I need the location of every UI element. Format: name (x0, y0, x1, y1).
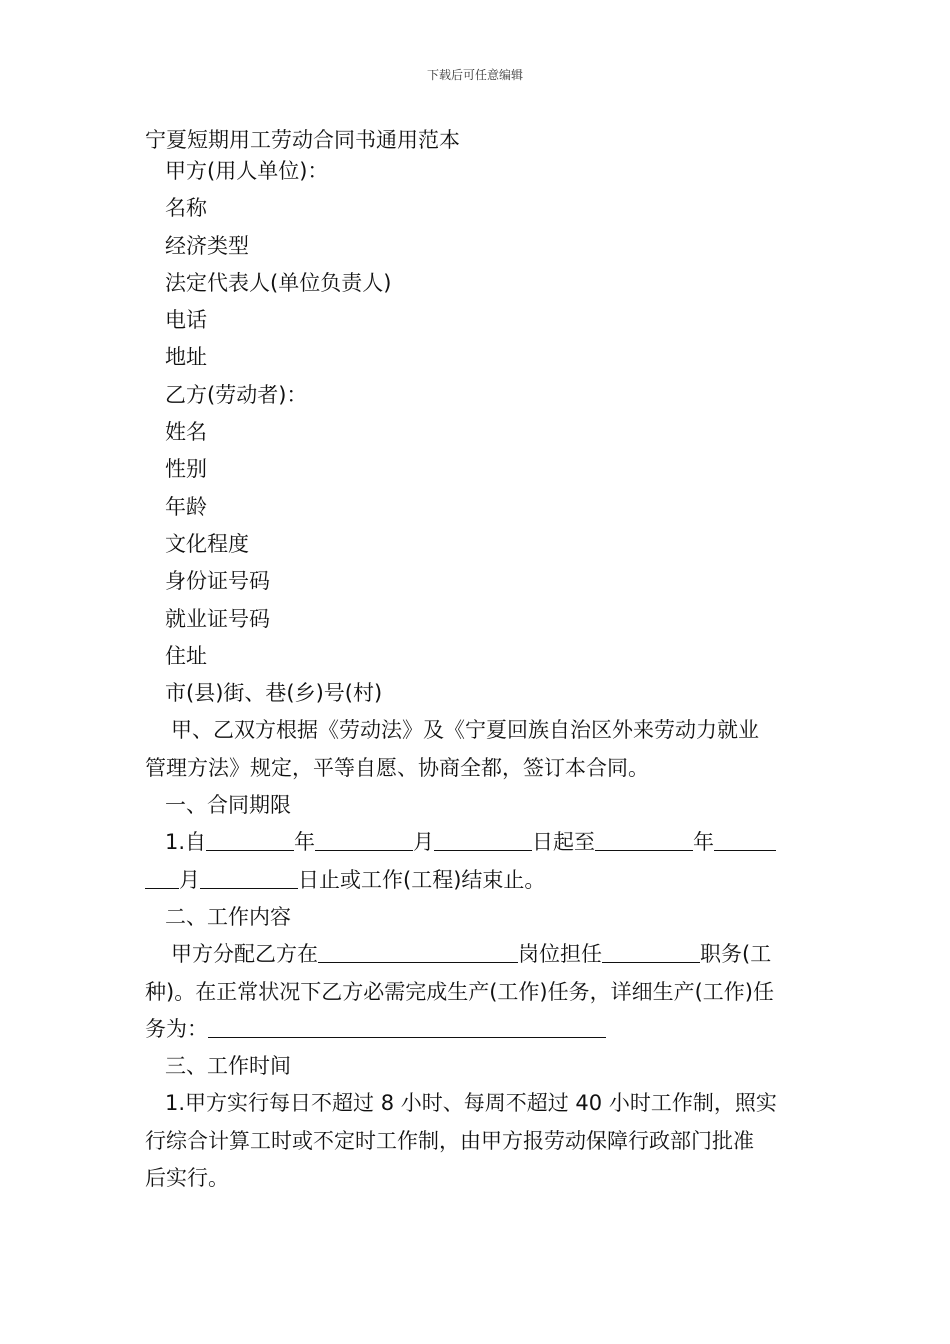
section-1-line-2 (145, 862, 810, 899)
party-b-field-residence: 住址 (165, 643, 207, 668)
section-3-line-2: 行综合计算工时或不定时工作制，由甲方报劳动保障行政部门批准 (145, 1128, 754, 1153)
task-detail-blank[interactable] (208, 1015, 606, 1038)
party-a-field-address: 地址 (165, 345, 207, 370)
document-body (145, 153, 810, 1197)
party-b-field-id-number: 身份证号码 (165, 569, 270, 594)
start-year-blank[interactable] (206, 828, 294, 851)
task-label: 务为： (145, 1016, 208, 1041)
assignment-text: 甲方分配乙方在 (171, 942, 318, 967)
term-end-text: 日止或工作(工程)结束止。 (298, 867, 546, 892)
section-3-line-1: 1.甲方实行每日不超过 8 小时、每周不超过 40 小时工作制，照实 (165, 1091, 777, 1116)
party-b-field-gender: 性别 (165, 457, 207, 482)
section-3-line-3: 后实行。 (145, 1166, 229, 1191)
end-year-blank[interactable] (595, 828, 693, 851)
party-b-heading: 乙方(劳动者)： (165, 382, 308, 407)
party-a-heading: 甲方(用人单位)： (165, 159, 329, 183)
duty-type-text: 职务(工 (700, 942, 772, 967)
month-label: 月 (413, 830, 435, 855)
party-a-field-name: 名称 (165, 196, 207, 221)
post-blank[interactable] (318, 940, 518, 963)
day-until-label: 日起至 (532, 830, 596, 855)
party-b-field-age: 年龄 (165, 494, 207, 519)
party-b-field-address-detail: 市(县)街、巷(乡)号(村) (165, 681, 383, 706)
section-3-heading: 三、工作时间 (165, 1054, 291, 1079)
post-role-text: 岗位担任 (518, 942, 602, 967)
term-from-label: 1.自 (165, 830, 207, 855)
section-2-line-1 (145, 936, 810, 973)
intro-line-1: 甲、乙双方根据《劳动法》及《宁夏回族自治区外来劳动力就业 (171, 718, 759, 743)
party-b-field-education: 文化程度 (165, 531, 249, 556)
year-label: 年 (294, 830, 316, 855)
section-2-line-2: 种)。在正常状况下乙方必需完成生产(工作)任务，详细生产(工作)任 (145, 979, 774, 1004)
duty-blank[interactable] (602, 940, 700, 963)
start-day-blank[interactable] (434, 828, 532, 851)
end-month-blank-part-1[interactable] (714, 828, 776, 851)
document-title: 宁夏短期用工劳动合同书通用范本 (145, 128, 460, 152)
start-month-blank[interactable] (315, 828, 413, 851)
intro-line-2: 管理方法》规定，平等自愿、协商全都，签订本合同。 (145, 755, 649, 780)
section-1-line-1 (145, 824, 810, 861)
header-note: 下载后可任意编辑 (426, 68, 523, 82)
section-2-line-3 (145, 1011, 810, 1048)
year-label: 年 (693, 830, 715, 855)
party-a-field-economic-type: 经济类型 (165, 233, 249, 258)
end-day-blank[interactable] (200, 866, 298, 889)
party-a-field-phone: 电话 (165, 308, 207, 333)
party-a-field-legal-rep: 法定代表人(单位负责人) (165, 270, 392, 295)
section-1-heading: 一、合同期限 (165, 793, 291, 818)
month-label: 月 (179, 867, 200, 892)
party-b-field-name: 姓名 (165, 420, 207, 445)
section-2-heading: 二、工作内容 (165, 904, 291, 929)
party-b-field-employment-cert: 就业证号码 (165, 606, 270, 631)
end-month-blank-part-2[interactable] (145, 866, 179, 889)
